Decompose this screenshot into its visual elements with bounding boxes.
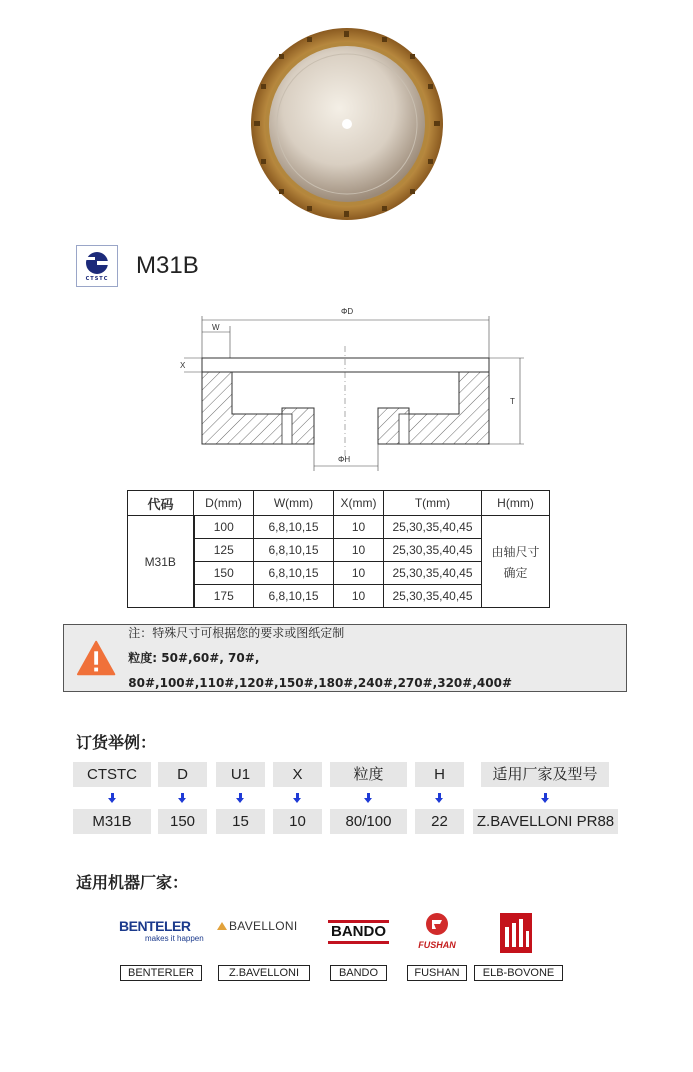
order-example-title: 订货举例： — [76, 733, 157, 752]
fushan-mark-icon — [425, 912, 449, 936]
elb-bovone-logo — [500, 913, 532, 953]
benteler-logo — [119, 918, 205, 948]
col-x: X(mm) — [334, 491, 384, 516]
bavelloni-mark-icon — [217, 922, 227, 930]
cell-t: 25,30,35,40,45 — [384, 585, 482, 608]
cell-t: 25,30,35,40,45 — [384, 539, 482, 562]
spec-table-header — [128, 491, 550, 516]
code-cell: M31B — [128, 516, 194, 608]
order-value-code: M31B — [73, 809, 151, 834]
ctstc-logo — [76, 245, 118, 287]
notice-line-grit: 粒度: 50#,60#, 70#, 80#,100#,110#,120#,150#,180#,240#,270#,320#,400# — [128, 650, 512, 690]
col-d: D(mm) — [194, 491, 254, 516]
order-value-x: 10 — [273, 809, 322, 834]
bando-logo: BANDO — [328, 920, 389, 944]
dim-t-label: T — [510, 397, 515, 406]
order-header-d: D — [158, 762, 207, 787]
logo-text: CTSTC — [85, 275, 109, 282]
cell-w: 6,8,10,15 — [254, 585, 334, 608]
cell-t: 25,30,35,40,45 — [384, 562, 482, 585]
order-header-brand: CTSTC — [73, 762, 151, 787]
notice-line-custom: 注：特殊尺寸可根据您的要求或图纸定制 — [128, 625, 345, 640]
order-value-h: 22 — [415, 809, 464, 834]
fushan-logo-text: FUSHAN — [418, 940, 456, 950]
manufacturers-title: 适用机器厂家： — [76, 873, 189, 892]
mfr-label-bando: BANDO — [330, 965, 387, 981]
notice-box — [63, 624, 627, 692]
order-header-x: X — [273, 762, 322, 787]
spec-table — [127, 490, 550, 608]
cell-x: 10 — [334, 516, 384, 539]
dim-h-label: ΦH — [338, 455, 351, 464]
order-header-model: 适用厂家及型号 — [481, 762, 609, 787]
benteler-tagline: makes it happen — [145, 934, 204, 943]
product-header — [76, 244, 199, 288]
cell-d: 100 — [194, 516, 254, 539]
bavelloni-logo-text: BAVELLONI — [229, 919, 298, 933]
h-note-line2: 确定 — [503, 565, 528, 580]
dim-w-label: W — [212, 323, 220, 332]
bavelloni-logo — [217, 916, 312, 936]
col-w: W(mm) — [254, 491, 334, 516]
fushan-logo — [413, 912, 461, 954]
ctstc-logo-mark — [84, 251, 110, 275]
cell-x: 10 — [334, 562, 384, 585]
col-h: H(mm) — [482, 491, 550, 516]
dim-d-label: ΦD — [341, 307, 354, 316]
cell-d: 175 — [194, 585, 254, 608]
benteler-logo-text: BENTELER — [119, 918, 191, 934]
table-row — [128, 516, 550, 539]
mfr-label-bavelloni: Z.BAVELLONI — [218, 965, 310, 981]
order-value-u1: 15 — [216, 809, 265, 834]
col-t: T(mm) — [384, 491, 482, 516]
grinding-wheel-photo — [247, 24, 447, 224]
mfr-label-benteler: BENTERLER — [120, 965, 202, 981]
cell-w: 6,8,10,15 — [254, 516, 334, 539]
mfr-label-fushan: FUSHAN — [407, 965, 467, 981]
warning-icon — [76, 639, 116, 677]
order-value-model: Z.BAVELLONI PR88 — [473, 809, 618, 834]
cell-d: 150 — [194, 562, 254, 585]
h-note-line1: 由轴尺寸 — [491, 544, 540, 559]
order-header-u1: U1 — [216, 762, 265, 787]
dim-x-label: X — [180, 361, 186, 370]
cell-d: 125 — [194, 539, 254, 562]
cell-w: 6,8,10,15 — [254, 562, 334, 585]
order-header-h: H — [415, 762, 464, 787]
order-value-grit: 80/100 — [330, 809, 407, 834]
cell-t: 25,30,35,40,45 — [384, 516, 482, 539]
cell-x: 10 — [334, 585, 384, 608]
order-header-grit: 粒度 — [330, 762, 407, 787]
technical-drawing — [160, 296, 540, 476]
model-title: M31B — [136, 252, 199, 279]
mfr-label-elb-bovone: ELB-BOVONE — [474, 965, 563, 981]
col-code: 代码 — [128, 491, 194, 516]
cell-h-note — [482, 516, 550, 608]
cell-w: 6,8,10,15 — [254, 539, 334, 562]
order-value-d: 150 — [158, 809, 207, 834]
cell-x: 10 — [334, 539, 384, 562]
